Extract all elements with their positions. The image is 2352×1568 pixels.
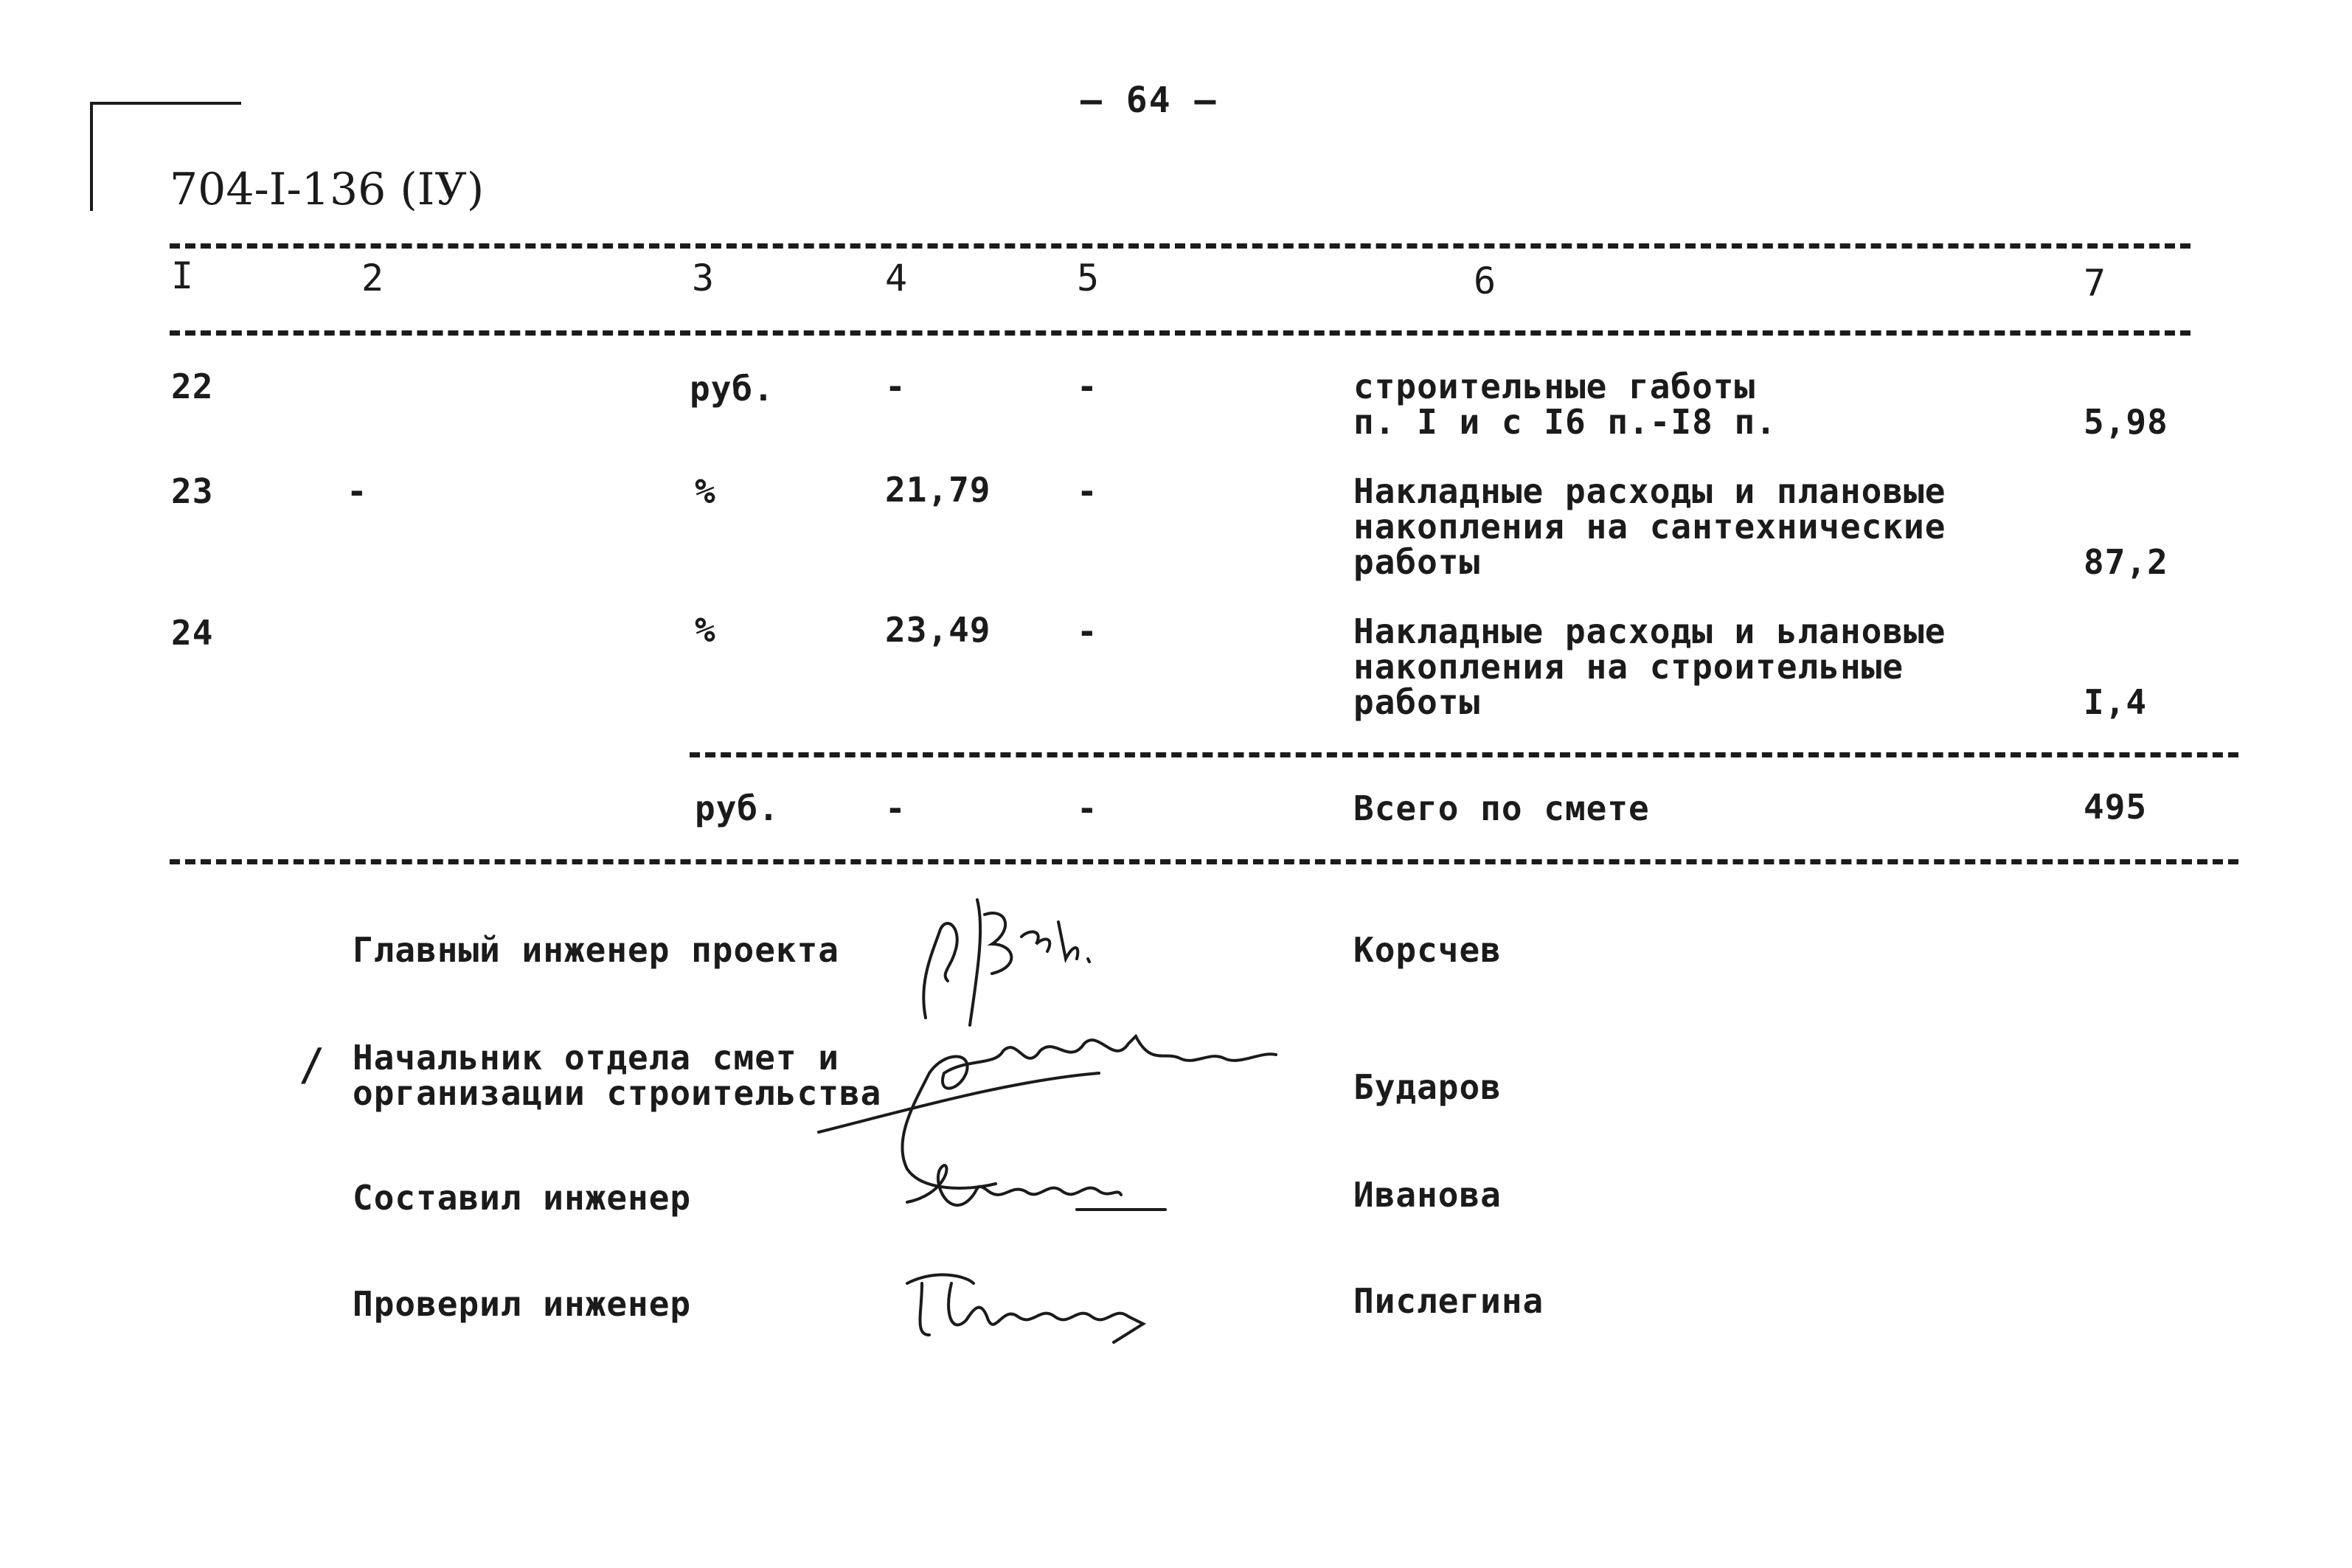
signatory-name: Пислегина [1353, 1281, 1544, 1321]
handwritten-signature [896, 885, 1132, 1033]
total-col4: - [885, 788, 906, 828]
column-header-2: 2 [361, 257, 386, 299]
signatory-role: Начальник отдела смет и организации строительства [353, 1038, 882, 1113]
row-number: 24 [171, 613, 214, 653]
row-description: Накладные расходы и ьлановые накопления на строительные работы [1353, 611, 1946, 722]
column-header-7: 7 [2084, 262, 2108, 305]
signatory-role: Главный инженер проекта [353, 930, 839, 970]
row-number: 22 [171, 367, 214, 406]
total-description: Всего по смете [1353, 788, 1650, 828]
row-description: Накладные расходы и плановые накопления на сантехнические работы [1353, 471, 1946, 582]
row-number: 23 [171, 471, 214, 511]
column-header-6: 6 [1474, 260, 1498, 302]
row-col2: - [347, 471, 368, 511]
total-col5: - [1077, 788, 1098, 828]
header-bottom-rule [170, 330, 2190, 336]
handwritten-signature [900, 1151, 1180, 1239]
column-header-5: 5 [1077, 257, 1101, 299]
signatory-name: Бударов [1353, 1067, 1502, 1107]
header-top-rule [170, 243, 2190, 249]
row-value: 5,98 [2084, 402, 2168, 442]
corner-bracket-left [90, 102, 93, 211]
document-code: 704-I-136 (IУ) [170, 164, 485, 215]
signatory-role: Составил инженер [353, 1178, 692, 1218]
handwritten-signature [892, 1254, 1173, 1357]
row-unit: % [695, 610, 716, 650]
signatory-role: Проверил инженер [353, 1284, 692, 1324]
column-header-3: 3 [692, 257, 716, 299]
row-value: I,4 [2084, 682, 2148, 722]
row-col5: - [1077, 471, 1098, 511]
row-unit: % [695, 471, 716, 511]
signatory-name: Корсчев [1353, 930, 1502, 970]
column-header-1: I [171, 254, 195, 297]
row-col5: - [1077, 367, 1098, 406]
subtotal-rule [690, 752, 2238, 757]
total-value: 495 [2084, 787, 2148, 827]
slash-mark: / [299, 1039, 327, 1091]
page-number: — 64 — [1080, 80, 1218, 121]
row-col4: 21,79 [885, 470, 991, 510]
row-description: строительные габоты п. I и с I6 п.-I8 п. [1353, 367, 1777, 442]
row-col4: - [885, 367, 906, 406]
row-value: 87,2 [2084, 542, 2168, 582]
row-col5: - [1077, 611, 1098, 651]
row-unit: руб. [690, 369, 774, 409]
column-header-4: 4 [885, 257, 909, 299]
table-bottom-rule [170, 859, 2238, 864]
corner-bracket-top [90, 102, 241, 105]
row-col4: 23,49 [885, 610, 991, 650]
signatory-name: Иванова [1353, 1175, 1502, 1215]
total-unit: руб. [695, 788, 780, 828]
